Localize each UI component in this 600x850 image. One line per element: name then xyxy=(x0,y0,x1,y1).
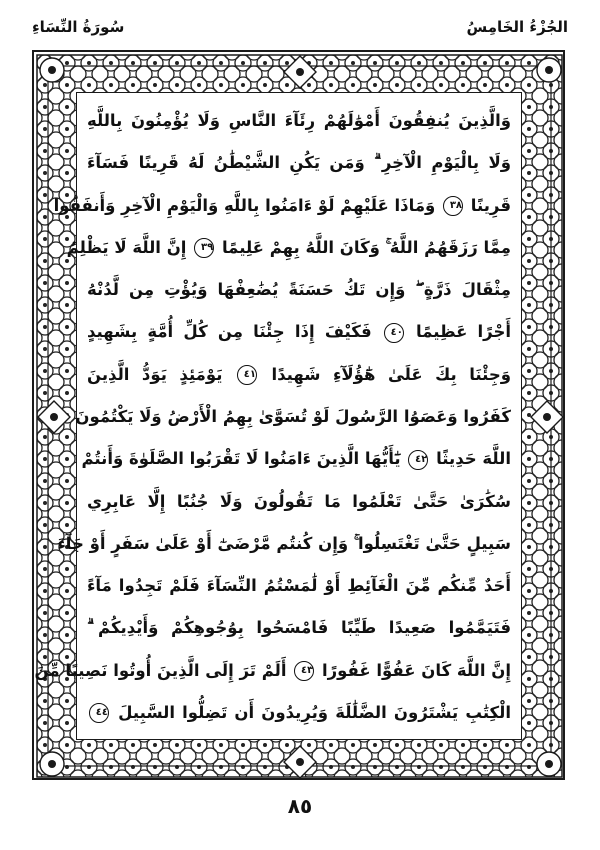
text-line: مِثْقَالَ ذَرَّةٍ ۖ وَإِن تَكُ حَسَنَةً يُضَٰعِفْهَا وَيُؤْتِ مِن لَّدُنْهُ xyxy=(87,280,511,300)
juz-title: الجُزْءُ الخَامِسُ xyxy=(466,18,568,36)
text-line: أَجْرًا عَظِيمًا ٤٠ فَكَيْفَ إِذَا جِئْنَا مِن كُلِّ أُمَّةٍ بِشَهِيدٍ xyxy=(87,322,511,342)
text-line: الْكِتَٰبِ يَشْتَرُونَ الضَّلَٰلَةَ وَيُرِيدُونَ أَن تَضِلُّوا السَّبِيلَ ٤٤ xyxy=(87,693,511,733)
ayah-number-marker: ٣٩ xyxy=(194,238,214,258)
text-line: وَجِئْنَا بِكَ عَلَىٰ هَٰٓؤُلَآءِ شَهِيدًا ٤١ يَوْمَئِذٍ يَوَدُّ الَّذِينَ xyxy=(87,364,512,384)
text-line: إِنَّ اللَّهَ كَانَ عَفُوًّا غَفُورًا ٤٣ أَلَمْ تَرَ إِلَى الَّذِينَ أُوتُوا نَصِيبًا مِّنَ xyxy=(34,660,511,680)
ayah-number-marker: ٤٠ xyxy=(384,323,404,343)
text-line: مِمَّا رَزَقَهُمُ اللَّهُ ۚ وَكَانَ اللَّهُ بِهِمْ عَلِيمًا ٣٩ إِنَّ اللَّهَ لَا يَظْلِمُ xyxy=(66,237,511,257)
ayah-number-marker: ٤٢ xyxy=(408,450,428,470)
page-number: ٨٥ xyxy=(287,794,313,818)
surah-title: سُورَةُ النِّسَاءِ xyxy=(32,18,125,36)
text-line: وَلَا بِالْيَوْمِ الْآخِرِ ۗ وَمَن يَكُنِ الشَّيْطَٰنُ لَهُ قَرِينًا فَسَآءَ xyxy=(87,153,511,173)
text-line: أَحَدٌ مِّنكُم مِّنَ الْغَآئِطِ أَوْ لَٰمَسْتُمُ النِّسَآءَ فَلَمْ تَجِدُوا مَآءً xyxy=(87,576,511,596)
ayah-number-marker: ٤٤ xyxy=(89,703,109,723)
verse-text-panel xyxy=(34,92,522,740)
text-line: وَالَّذِينَ يُنفِقُونَ أَمْوَٰلَهُمْ رِئَآءَ النَّاسِ وَلَا يُؤْمِنُونَ بِاللَّهِ xyxy=(87,111,511,130)
ayah-number-marker: ٤٣ xyxy=(294,661,314,681)
text-line: سُكَٰرَىٰ حَتَّىٰ تَعْلَمُوا مَا تَقُولُونَ وَلَا جُنُبًا إِلَّا عَابِرِي xyxy=(87,491,511,511)
text-line: كَفَرُوا وَعَصَوُا الرَّسُولَ لَوْ تُسَوَّىٰ بِهِمُ الْأَرْضُ وَلَا يَكْتُمُونَ xyxy=(75,406,511,426)
ayah-number-marker: ٣٨ xyxy=(443,196,463,216)
text-line: فَتَيَمَّمُوا صَعِيدًا طَيِّبًا فَامْسَحُوا بِوُجُوهِكُمْ وَأَيْدِيكُمْ ۗ xyxy=(87,618,511,638)
text-line: اللَّهَ حَدِيثًا ٤٢ يَٰٓأَيُّهَا الَّذِينَ ءَامَنُوا لَا تَقْرَبُوا الصَّلَوٰةَ وَأَنتُمْ xyxy=(81,449,511,469)
text-line: قَرِينًا ٣٨ وَمَاذَا عَلَيْهِمْ لَوْ ءَامَنُوا بِاللَّهِ وَالْيَوْمِ الْآخِرِ وَأَنفَقُوا xyxy=(53,195,511,215)
text-line: سَبِيلٍ حَتَّىٰ تَغْتَسِلُوا ۚ وَإِن كُنتُم مَّرْضَىٰٓ أَوْ عَلَىٰ سَفَرٍ أَوْ جَآءَ xyxy=(57,533,511,553)
page-header xyxy=(32,14,568,40)
ayah-number-marker: ٤١ xyxy=(237,365,257,385)
